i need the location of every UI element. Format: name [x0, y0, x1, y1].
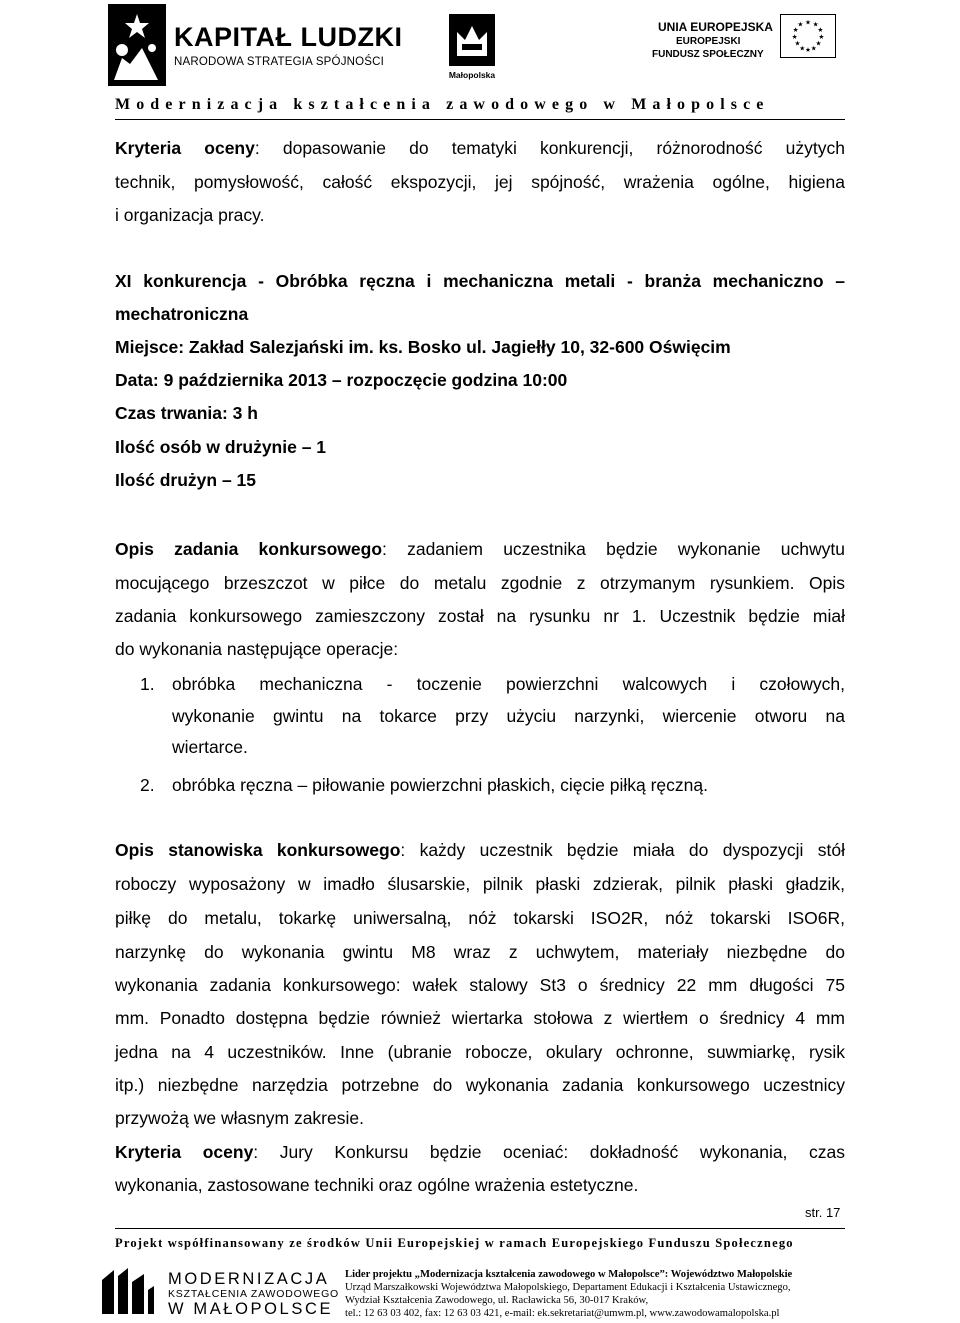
kapital-ludzki-logo [108, 4, 403, 86]
task-description-line3: zadania konkursowego zamieszczony został na rysunku nr 1. Uczestnik będzie miał [115, 606, 845, 626]
workstation-line: roboczy wyposażony w imadło ślusarskie, pilnik płaski zdzierak, pilnik płaski gładzik, [115, 874, 845, 894]
page-header [0, 0, 960, 113]
svg-text:★: ★ [815, 39, 822, 48]
footer-tagline: Projekt współfinansowany ze środków Unii Europejskiej w ramach Europejskiego Funduszu Społecznego [115, 1236, 794, 1250]
workstation-label: Opis stanowiska konkursowego [115, 840, 401, 860]
contact-line4: tel.: 12 63 03 402, fax: 12 63 03 421, e-mail: ek.sekretariat@umwm.pl, www.zawodowamalopolska.pl [345, 1308, 780, 1319]
ue-efs-logo [650, 14, 850, 74]
kryteria-label: Kryteria oceny [115, 138, 255, 158]
kryteria-line3: i organizacja pracy. [115, 205, 265, 225]
modernizacja-emblem-icon [98, 1266, 156, 1318]
ue-line1: UNIA EUROPEJSKA [658, 20, 773, 34]
contact-line1: Lider projektu „Modernizacja kształcenia zawodowego w Małopolsce”: Województwo Małopolskie [345, 1269, 793, 1280]
header-divider [115, 119, 845, 120]
workstation-line: mm. Ponadto dostępna będzie również wiertarka stołowa z wiertłem o średnicy 4 mm [115, 1008, 845, 1028]
criteria2-text: : Jury Konkursu będzie oceniać: dokładność wykonania, czas [253, 1142, 845, 1162]
footer-divider [115, 1228, 845, 1229]
workstation-text: : każdy uczestnik będzie miała do dyspozycji stół [400, 840, 845, 860]
svg-text:★: ★ [805, 46, 811, 55]
svg-text:★: ★ [792, 26, 799, 35]
task-description-text: : zadaniem uczestnika będzie wykonanie uchwytu [382, 539, 845, 559]
workstation-line: jedna na 4 uczestników. Inne (ubranie robocze, okulary ochronne, suwmiarkę, rysik [115, 1042, 845, 1062]
ue-line2: EUROPEJSKI [676, 36, 741, 47]
eu-flag-icon [780, 14, 836, 58]
workstation-line: przywożą we własnym zakresie. [115, 1108, 364, 1128]
svg-text:★: ★ [794, 39, 801, 48]
contact-line3: Wydział Kształcenia Zawodowego, ul. Racławicka 56, 30-017 Kraków, [345, 1295, 649, 1306]
competition-location: Miejsce: Zakład Salezjański im. ks. Bosko ul. Jagiełły 10, 32-600 Oświęcim [115, 337, 731, 357]
workstation-line: piłkę do metalu, tokarkę uniwersalną, nóż tokarski ISO2R, nóż tokarski ISO6R, [115, 908, 845, 928]
kapital-ludzki-emblem-icon [108, 4, 166, 86]
list-item-line: wykonanie gwintu na tokarce przy użyciu narzynki, wiercenie otworu na [172, 706, 845, 726]
ue-line3: FUNDUSZ SPOŁECZNY [652, 49, 764, 60]
svg-text:★: ★ [799, 44, 806, 53]
task-description-line2: mocującego brzeszczot w piłce do metalu zgodnie z otrzymanym rysunkiem. Opis [115, 573, 845, 593]
modernizacja-logo-line1: MODERNIZACJA [168, 1270, 330, 1288]
list-item-line: wiertarce. [172, 737, 248, 757]
workstation-line: itp.) niezbędne narzędzia potrzebne do wykonania zadania konkursowego uczestnicy [115, 1075, 845, 1095]
competition-date: Data: 9 października 2013 – rozpoczęcie godzina 10:00 [115, 370, 568, 390]
competition-title-line2: mechatroniczna [115, 304, 249, 324]
malopolska-label: Małopolska [448, 70, 496, 80]
competition-team-size: Ilość osób w drużynie – 1 [115, 437, 327, 457]
criteria2-label: Kryteria oceny [115, 1142, 254, 1162]
malopolska-crest-icon [445, 12, 499, 68]
criteria2-line2: wykonania, zastosowane techniki oraz ogólne wrażenia estetyczne. [115, 1175, 639, 1195]
list-item-number: 2. [140, 775, 155, 795]
svg-text:★: ★ [810, 44, 817, 53]
workstation-line1 [115, 834, 845, 867]
header-tagline: Modernizacja kształcenia zawodowego w Małopolsce [115, 96, 770, 113]
task-description-label: Opis zadania konkursowego [115, 539, 383, 559]
workstation-line: narzynkę do wykonania gwintu M8 wraz z uchwytem, materiały niezbędne do [115, 942, 845, 962]
kapital-ludzki-title: KAPITAŁ LUDZKI [174, 22, 403, 52]
list-item-line: obróbka mechaniczna - toczenie powierzchni walcowych i czołowych, [172, 674, 845, 694]
svg-text:★: ★ [791, 32, 798, 41]
criteria2-line1 [115, 1136, 845, 1169]
competition-duration: Czas trwania: 3 h [115, 403, 258, 423]
competition-title-line1: XI konkurencja - Obróbka ręczna i mechaniczna metali - branża mechaniczno – [115, 271, 845, 291]
kryteria-text: : dopasowanie do tematyki konkurencji, różnorodność użytych [254, 138, 845, 158]
task-description-line1 [115, 533, 845, 566]
operations-list-item [140, 669, 845, 764]
modernizacja-logo [98, 1262, 338, 1320]
kapital-ludzki-subtitle: NARODOWA STRATEGIA SPÓJNOŚCI [174, 56, 385, 68]
modernizacja-logo-line2: KSZTAŁCENIA ZAWODOWEGO [168, 1288, 340, 1300]
malopolska-logo [445, 12, 499, 84]
page-number: str. 17 [805, 1205, 841, 1220]
contact-line2: Urząd Marszałkowski Województwa Małopolskiego, Departament Edukacji i Kształcenia Ustawicznego, [345, 1282, 791, 1293]
task-description-line4: do wykonania następujące operacje: [115, 639, 399, 659]
modernizacja-logo-line3: W MAŁOPOLSCE [168, 1300, 334, 1318]
svg-text:★: ★ [797, 20, 804, 29]
list-item-line: obróbka ręczna – piłowanie powierzchni płaskich, cięcie piłką ręczną. [172, 775, 708, 795]
svg-text:★: ★ [805, 18, 811, 27]
operations-list-item [140, 770, 845, 801]
svg-text:★: ★ [817, 26, 824, 35]
footer-contact [345, 1268, 845, 1320]
competition-team-count: Ilość drużyn – 15 [115, 470, 257, 490]
kryteria-line2: technik, pomysłowość, całość ekspozycji, jej spójność, wrażenia ogólne, higiena [115, 172, 845, 192]
list-item-number: 1. [140, 674, 155, 694]
svg-text:★: ★ [818, 32, 825, 41]
kryteria-line1 [115, 132, 845, 165]
workstation-line: wykonania zadania konkursowego: wałek stalowy St3 o średnicy 22 mm długości 75 [115, 975, 845, 995]
svg-text:★: ★ [812, 20, 819, 29]
